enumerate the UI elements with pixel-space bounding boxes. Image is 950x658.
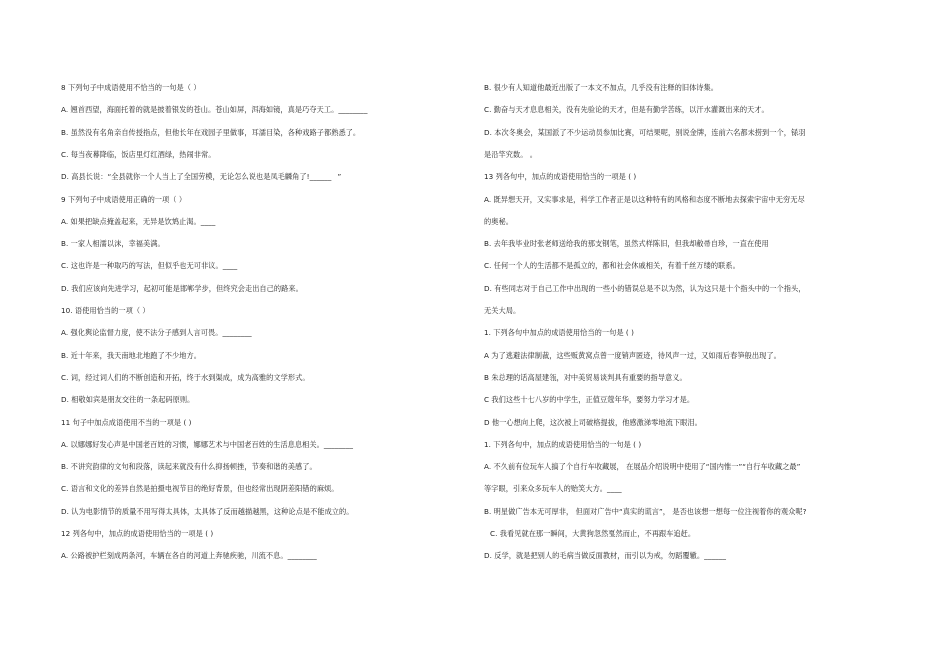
line-text: 9 下列句子中成语使用正确的一项（ ） xyxy=(61,194,187,204)
left-column-line xyxy=(61,395,481,405)
right-column xyxy=(484,0,904,658)
answer-blank: ____ xyxy=(607,484,622,494)
line-text: B. 不讲究韵律的文句和段落，读起来就没有什么抑扬顿挫，节奏和谐的美感了。 xyxy=(61,462,317,472)
answer-blank: ______ xyxy=(704,551,727,561)
answer-blank: ________ xyxy=(222,328,252,338)
line-text: D. 高县长说：“全县就你一个人当上了全国劳模，无论怎么说也是凤毛麟角了! xyxy=(61,172,310,182)
line-text: C. 勤奋与天才息息相关，没有先验论的天才，但是有勤学苦练，以汗水灌溉出来的天才。 xyxy=(484,105,769,115)
line-text: B. 很少有人知道他最近出版了一本文不加点，几乎没有注释的旧体诗集。 xyxy=(484,83,719,92)
left-column-line xyxy=(61,217,481,227)
line-text: 1. 下列各句中，加点的成语使用恰当的一句是 ( ) xyxy=(484,439,642,449)
left-column-line xyxy=(61,261,481,271)
line-text: 10. 语使用恰当的一项（ ） xyxy=(61,306,150,315)
right-column-line xyxy=(484,351,904,361)
right-column-line xyxy=(484,462,904,472)
right-column-line xyxy=(484,373,904,383)
left-column-line xyxy=(61,306,481,316)
left-column-line xyxy=(61,440,481,450)
line-text: D 他一心想向上爬，这次被上司破格提拔，他感激涕零地流下眼泪。 xyxy=(484,417,702,427)
right-column-line xyxy=(484,150,904,160)
right-column-line xyxy=(484,128,904,138)
line-text: A. 以娜娜好发心声是中国老百姓的习惯，娜娜艺术与中国老百姓的生活息息相关。 xyxy=(61,439,324,449)
right-column-line xyxy=(484,507,904,517)
left-column-line xyxy=(61,195,481,205)
line-text: A. 既异想天开，又实事求是，科学工作者正是以这种特有的风格和态度不断地去探索宇宙中无穷无尽 xyxy=(484,194,805,204)
line-text: C. 我看见就在那一瞬间，大黄狗忽然戛然而止，不再跟车追赶。 xyxy=(490,529,696,538)
line-text: 等字眼，引来众多玩车人的贻笑大方。 xyxy=(484,484,608,494)
line-text: 11 句子中加点成语使用不当的一项是 ( ) xyxy=(61,417,192,427)
line-text: C. 这也许是一种取巧的写法，但似乎也无可非议。 xyxy=(61,261,223,271)
line-text: B. 近十年来，我天南地北地跑了不少地方。 xyxy=(61,350,201,360)
line-text: B. 去年我毕业时张老师送给我的那支钢笔，虽然式样陈旧，但我却敝帚自珍，一直在使用 xyxy=(484,239,769,249)
answer-blank: ______ xyxy=(309,172,332,182)
line-text: C. 任何一个人的生活都不是孤立的，都和社会休戚相关，有着千丝万缕的联系。 xyxy=(484,261,740,271)
left-column-line xyxy=(61,373,481,383)
answer-blank: ____ xyxy=(200,216,216,226)
line-text: B 朱总理的话高屋建瓴，对中美贸易谈判具有重要的指导意义。 xyxy=(484,372,687,382)
line-text: 13 列各句中，加点的成语使用恰当的一项是 ( ) xyxy=(484,172,637,182)
line-text: D. 有些同志对于自己工作中出现的一些小的错误总是不以为然，认为这只是十个指头中的一个指头， xyxy=(484,283,806,293)
right-column-line xyxy=(484,395,904,405)
line-text: D. 本次冬奥会，某国派了不少运动员参加比赛，可结果呢，别说金牌，连前六名都未捞到一个，铩羽 xyxy=(484,127,806,137)
line-text: 无关大局。 xyxy=(484,306,521,315)
line-text: D. 反学，就是把别人的毛病当做反面教材，而引以为戒，勿蹈覆辙。 xyxy=(484,551,705,561)
line-text: A. 如果把缺点掩盖起来，无异是饮鸩止渴。 xyxy=(61,216,201,226)
answer-blank: ________ xyxy=(338,105,368,115)
line-tail: ” xyxy=(337,172,342,182)
left-column-line xyxy=(61,551,481,561)
line-text: C. 语言和文化的差异自然是拍摄电视节目的绝好背景，但也经常出现阴差阳错的麻烦。 xyxy=(61,484,339,494)
right-column-line xyxy=(484,306,904,316)
line-text: 的奥秘。 xyxy=(484,216,513,226)
line-text: D. 我们应该向先进学习，起初可能是邯郸学步，但终究会走出自己的路来。 xyxy=(61,283,303,293)
left-column-line xyxy=(61,351,481,361)
left-column-line xyxy=(61,105,481,115)
left-column-line xyxy=(61,284,481,294)
left-column xyxy=(61,0,481,658)
left-column-line xyxy=(61,529,481,539)
line-text: B. 一家人相濡以沫，幸福美满。 xyxy=(61,239,165,249)
left-column-line xyxy=(61,507,481,517)
right-column-line xyxy=(484,551,904,561)
right-column-line xyxy=(484,83,904,93)
left-column-line xyxy=(61,172,481,182)
line-text: B. 虽然没有名角亲自传授指点，但他长年在戏园子里做事，耳濡目染，各种戏路子都熟悉了。 xyxy=(61,127,361,137)
line-text: B. 明星做广告本无可厚非， 但面对广告中“真实的谎言”， 是否也该想一想每一位注视着你的观众呢? xyxy=(484,506,807,516)
right-column-line xyxy=(484,418,904,428)
right-column-line xyxy=(484,105,904,115)
right-column-line xyxy=(484,195,904,205)
answer-blank: ________ xyxy=(323,439,353,449)
line-text: C 我们这些十七八岁的中学生，正值豆蔻年华，要努力学习才是。 xyxy=(484,395,695,405)
line-text: A 为了逃避法律制裁，这些贩黄窝点曾一度销声匿迹，待风声一过，又如雨后春笋般出现了。 xyxy=(484,350,781,360)
line-text: D. 相敬如宾是朋友交往的一条起码原则。 xyxy=(61,395,195,405)
left-column-line xyxy=(61,418,481,428)
right-column-line xyxy=(484,284,904,294)
line-text: 12 列各句中，加点的成语使用恰当的一项是 ( ) xyxy=(61,529,214,538)
line-text: A. 不久前有位玩车人搞了个自行车收藏展， 在展品介绍说明中使用了“国内惟一”“自行车收藏之最” xyxy=(484,462,801,472)
answer-blank: ________ xyxy=(287,551,317,561)
line-text: A. 强化舆论监督力度，使不法分子感到人言可畏。 xyxy=(61,328,223,338)
line-text: 1. 下列各句中加点的成语使用恰当的一句是 ( ) xyxy=(484,328,634,338)
line-text: D. 认为电影情节的质量不用写得太具体，太具体了反而越描越黑，这种论点是不能成立的。 xyxy=(61,506,354,516)
right-column-line xyxy=(484,217,904,227)
line-text: C. 词，经过词人们的不断创造和开拓，终于水到渠成，成为高雅的文学形式。 xyxy=(61,372,310,382)
left-column-line xyxy=(61,128,481,138)
left-column-line xyxy=(61,484,481,494)
right-column-line xyxy=(484,172,904,182)
line-text: 8 下列句子中成语使用不恰当的一句是（ ） xyxy=(61,83,201,92)
right-column-line xyxy=(484,261,904,271)
line-text: A. 公路被护栏刻成两条河，车辆在各自的河道上奔驰疾驰，川流不息。 xyxy=(61,551,288,561)
right-column-line xyxy=(484,239,904,249)
left-column-line xyxy=(61,462,481,472)
left-column-line xyxy=(61,239,481,249)
left-column-line xyxy=(61,328,481,338)
left-column-line xyxy=(61,83,481,93)
line-text: C. 每当夜幕降临，饭店里灯红酒绿，热闹非常。 xyxy=(61,149,216,159)
right-column-line xyxy=(484,440,904,450)
right-column-line xyxy=(490,529,910,539)
line-text: A. 翘首西望，海面托着的就是披着银发的苍山。苍山如屏，洱海如镜，真是巧夺天工。 xyxy=(61,105,339,115)
right-column-line xyxy=(484,484,904,494)
line-text: 是沿竿究数。 。 xyxy=(484,149,537,159)
right-column-line xyxy=(484,328,904,338)
answer-blank: ____ xyxy=(222,261,238,271)
left-column-line xyxy=(61,150,481,160)
